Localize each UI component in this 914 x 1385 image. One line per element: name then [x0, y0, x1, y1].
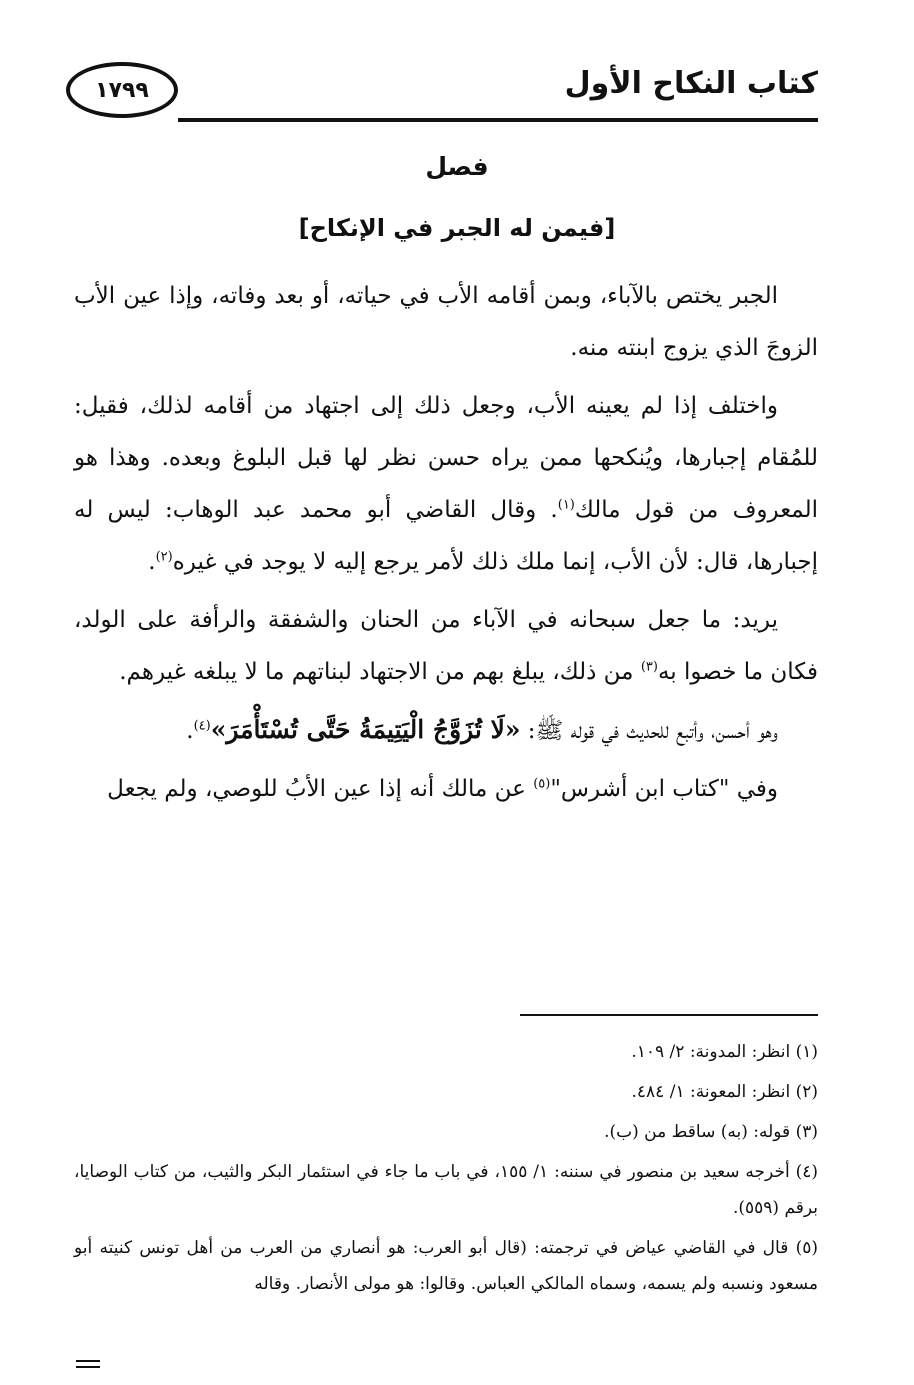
paragraph-text: واختلف إذا لم يعينه الأب، وجعل ذلك إلى اجتهاد من أقامه لذلك، فقيل: للمُقام إجبارها، ويُنكحها ممن يراه حسن نظر لها قبل البلوغ وبعده. وهذا هو المعروف من قول مالك	[74, 393, 818, 523]
paragraph-text: .	[186, 718, 194, 744]
footnote-4: (٤) أخرجه سعيد بن منصور في سننه: ١/ ١٥٥، في باب ما جاء في استئمار البكر والثيب، من كتاب الوصايا، برقم (٥٥٩).	[74, 1162, 818, 1218]
hadith-quote: «لَا تُزَوَّجُ الْيَتِيمَةُ حَتَّى تُسْتَأْمَرَ»	[210, 715, 521, 744]
paragraph-text: . وقال القاضي أبو محمد عبد الوهاب: ليس له إجبارها، قال: لأن الأب، إنما ملك ذلك لأمر يرجع إليه لا يوجد في غيره	[74, 497, 818, 575]
paragraph-text: يريد: ما جعل سبحانه في الآباء من الحنان والشفقة والرأفة على الولد، فكان ما خصوا به	[74, 607, 818, 685]
footnote-ref[interactable]: (٤)	[193, 718, 211, 734]
continuation-mark	[76, 1360, 100, 1368]
page-number-badge	[66, 62, 178, 118]
paragraph-text: الجبر يختص بالآباء، وبمن أقامه الأب في حياته، أو بعد وفاته، وإذا عين الأب الزوجَ الذي يزوج ابنته منه.	[74, 283, 818, 361]
footnote-1: (١) انظر: المدونة: ٢/ ١٠٩.	[631, 1042, 818, 1062]
header-rule	[178, 118, 818, 122]
paragraph-2	[74, 380, 818, 588]
paragraph-4	[74, 704, 818, 757]
footnote-ref[interactable]: (١)	[557, 497, 575, 513]
footnote-3: (٣) قوله: (به) ساقط من (ب).	[604, 1122, 818, 1142]
book-title: كتاب النكاح الأول	[564, 66, 818, 101]
section-label: فصل	[425, 152, 489, 181]
section-title: [فيمن له الجبر في الإنكاح]	[298, 214, 616, 242]
paragraph-text: وهو أحسن، وأتبع للحديث في قوله ﷺ:	[520, 718, 778, 744]
paragraph-5	[74, 763, 818, 815]
footnote-ref[interactable]: (٥)	[533, 776, 551, 792]
page-number: ١٧٩٩	[95, 77, 149, 103]
paragraph-text: عن مالك أنه إذا عين الأبُ للوصي، ولم يجعل	[107, 776, 534, 802]
footnote-ref[interactable]: (٣)	[640, 659, 658, 675]
footnote-5: (٥) قال في القاضي عياض في ترجمته: (قال أبو العرب: هو أنصاري من العرب من أهل تونس كنيته أبو مسعود ونسبه ولم يسمه، وسماه المالكي العباس. وقالوا: هو مولى الأنصار. وقاله	[74, 1238, 818, 1294]
footnote-separator	[520, 1014, 818, 1016]
main-text	[74, 270, 818, 821]
footnote-2: (٢) انظر: المعونة: ١/ ٤٨٤.	[631, 1082, 818, 1102]
page-header	[0, 0, 914, 140]
paragraph-3	[74, 594, 818, 698]
paragraph-text: من ذلك، يبلغ بهم من الاجتهاد لبناتهم ما لا يبلغه غيرهم.	[119, 659, 641, 685]
footnotes	[74, 1034, 818, 1306]
paragraph-1	[74, 270, 818, 374]
paragraph-text: .	[148, 549, 156, 575]
footnote-ref[interactable]: (٢)	[155, 549, 173, 565]
paragraph-text: وفي "كتاب ابن أشرس"	[550, 776, 778, 802]
